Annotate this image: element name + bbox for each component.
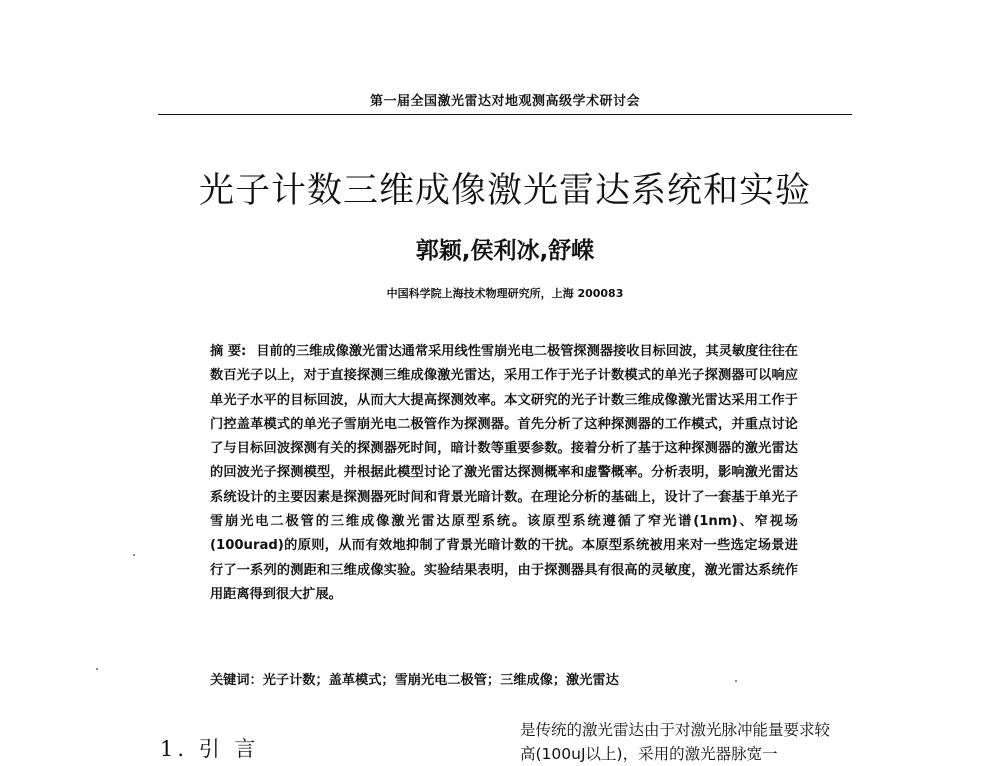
keywords: 关键词：光子计数；盖革模式；雪崩光电二极管；三维成像；激光雷达 (210, 673, 619, 688)
paper-authors: 郭颖,侯利冰,舒嵘 (415, 238, 595, 264)
abstract (210, 340, 798, 607)
scan-speck (735, 680, 737, 682)
scan-speck (133, 554, 135, 556)
conference-header: 第一届全国激光雷达对地观测高级学术研讨会 (369, 94, 640, 109)
scan-speck (96, 668, 98, 670)
paper-affiliation: 中国科学院上海技术物理研究所，上海 200083 (386, 287, 624, 300)
abstract-text: 目前的三维成像激光雷达通常采用线性雪崩光电二极管探测器接收目标回波，其灵敏度往往在数百光子以上，对于直接探测三维成像激光雷达，采用工作于光子计数模式的单光子探测器可以响应单光子水平的目标回波，从而大大提高探测效率。本文研究的光子计数三维成像激光雷达采用工作于门控盖革模式的单光子雪崩光电二极管作为探测器。首先分析了这种探测器的工作模式，并重点讨论了与目标回波探测有关的探测器死时间，暗计数等重要参数。接着分析了基于这种探测器的激光雷达的回波光子探测模型，并根据此模型讨论了激光雷达探测概率和虚警概率。分析表明，影响激光雷达系统设计的主要因素是探测器死时间和背景光暗计数。在理论分析的基础上，设计了一套基于单光子雪崩光电二极管的三维成像激光雷达原型系统。该原型系统遵循了窄光谱(1nm)、窄视场(100urad)的原则，从而有效地抑制了背景光暗计数的干扰。本原型系统被用来对一些选定场景进行了一系列的测距和三维成像实验。实验结果表明，由于探测器具有很高的灵敏度，激光雷达系统作用距离得到很大扩展。 (210, 344, 798, 602)
header-rule (158, 114, 852, 115)
paper-title: 光子计数三维成像激光雷达系统和实验 (198, 171, 811, 211)
section-1-title: 1. 引 言 (160, 737, 260, 761)
column-2-text: 是传统的激光雷达由于对激光脉冲能量要求较高(100uJ以上)，采用的激光器脉宽一 (520, 721, 831, 763)
abstract-label: 摘 要: (210, 344, 247, 359)
